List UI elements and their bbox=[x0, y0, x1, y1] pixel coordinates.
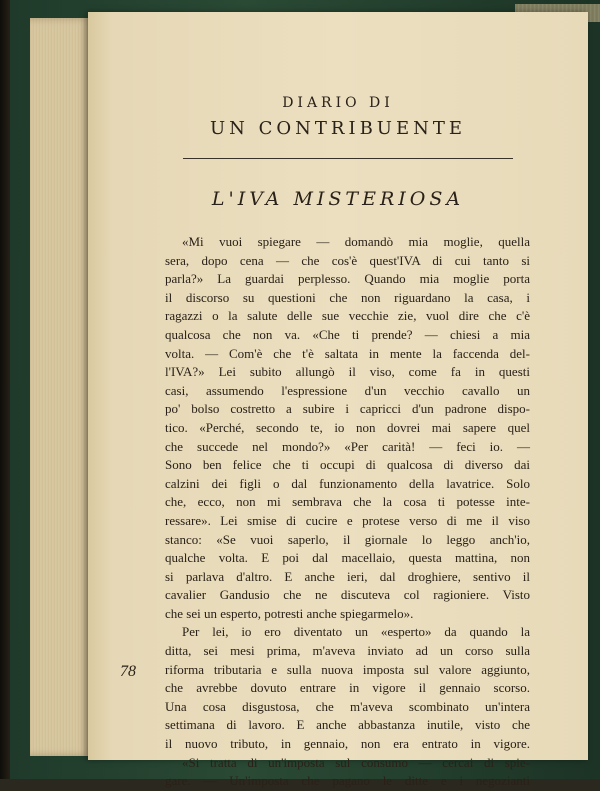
text-line: si parlava d'altro. E anche ieri, dal droghiere, sentivo il bbox=[165, 568, 530, 584]
text-line: cavalier Gandusio che ne discuteva col ragioniere. Visto bbox=[165, 587, 530, 603]
text-line: casi, assumendo l'espressione d'un vecchio cavallo un bbox=[165, 382, 530, 398]
text-line: «Mi vuoi spiegare — domandò mia moglie, quella bbox=[182, 234, 530, 249]
text-line: calzini dei figli o dal funzionamento della lavatrice. Solo bbox=[165, 475, 530, 491]
text-line: il nuovo tributo, in gennaio, non era entrato in vigore. bbox=[165, 736, 530, 752]
text-line: che succede nel mondo?» «Per carità! — feci io. — bbox=[165, 438, 530, 454]
text-line: gare. — Un'imposta che pagano le ditte e i negozianti bbox=[165, 773, 530, 789]
running-header-title: UN CONTRIBUENTE bbox=[209, 118, 467, 139]
text-line: qualche volta. E poi dal macellaio, questa mattina, non bbox=[165, 550, 530, 566]
text-line: parla?» La guardai perplesso. Quando mia moglie porta bbox=[165, 271, 530, 287]
text-line: volta. — Com'è che t'è saltata in mente la faccenda del- bbox=[165, 345, 530, 361]
header-rule bbox=[183, 158, 513, 159]
body-text bbox=[165, 233, 530, 791]
running-header-small: DIARIO DI bbox=[282, 95, 394, 111]
text-line: che avrebbe dovuto entrare in vigore il gennaio scorso. bbox=[165, 680, 530, 696]
text-line: ragazzi o la salute delle sue vecchie zie, vuol dire che c'è bbox=[165, 308, 530, 324]
text-line: stanco: «Se vuoi saperlo, il giornale lo leggo anch'io, bbox=[165, 531, 530, 547]
text-line: po' bolso costretto a subire i capricci d'un padrone dispo- bbox=[165, 401, 530, 417]
text-line: che sei un esperto, potresti anche spiegarmelo». bbox=[165, 605, 414, 621]
text-line: ditta, sei mesi prima, m'aveva inviato ad un corso sulla bbox=[165, 643, 530, 659]
page-number: 78 bbox=[120, 663, 136, 680]
text-line: il discorso su questioni che non riguardano la casa, i bbox=[165, 289, 530, 305]
text-line: qualcosa che non va. «Che ti prende? — chiesi a mia bbox=[165, 326, 530, 342]
text-line: Sono ben felice che ti occupi di qualcosa di diverso dai bbox=[165, 457, 530, 473]
text-line: tico. «Perché, secondo te, io non dovrei mai sapere quel bbox=[165, 419, 530, 435]
text-line: l'IVA?» Lei subito allungò il viso, come fa in questi bbox=[165, 364, 530, 380]
text-line: sera, dopo cena — che cos'è quest'IVA di cui tanto si bbox=[165, 252, 530, 268]
text-line: Per lei, io ero diventato un «esperto» da quando la bbox=[182, 624, 530, 640]
text-line: riforma tributaria e sulla nuova imposta sul valore aggiunto, bbox=[165, 661, 530, 677]
chapter-title: L'IVA MISTERIOSA bbox=[211, 188, 465, 210]
page-stack-edge bbox=[30, 18, 92, 756]
text-line: che, ecco, non mi sembrava che la cosa ti potesse inte- bbox=[165, 494, 530, 510]
text-line: ressare». Lei smise di cucire e protese verso di me il viso bbox=[165, 512, 530, 528]
text-line: Una cosa disgustosa, che m'aveva scombinato un'intera bbox=[165, 698, 530, 714]
text-line: «Si tratta di un'imposta sul consumo — cercai di spie- bbox=[182, 754, 530, 770]
text-line: settimana di lavoro. E anche abbastanza inutile, visto che bbox=[165, 717, 530, 733]
